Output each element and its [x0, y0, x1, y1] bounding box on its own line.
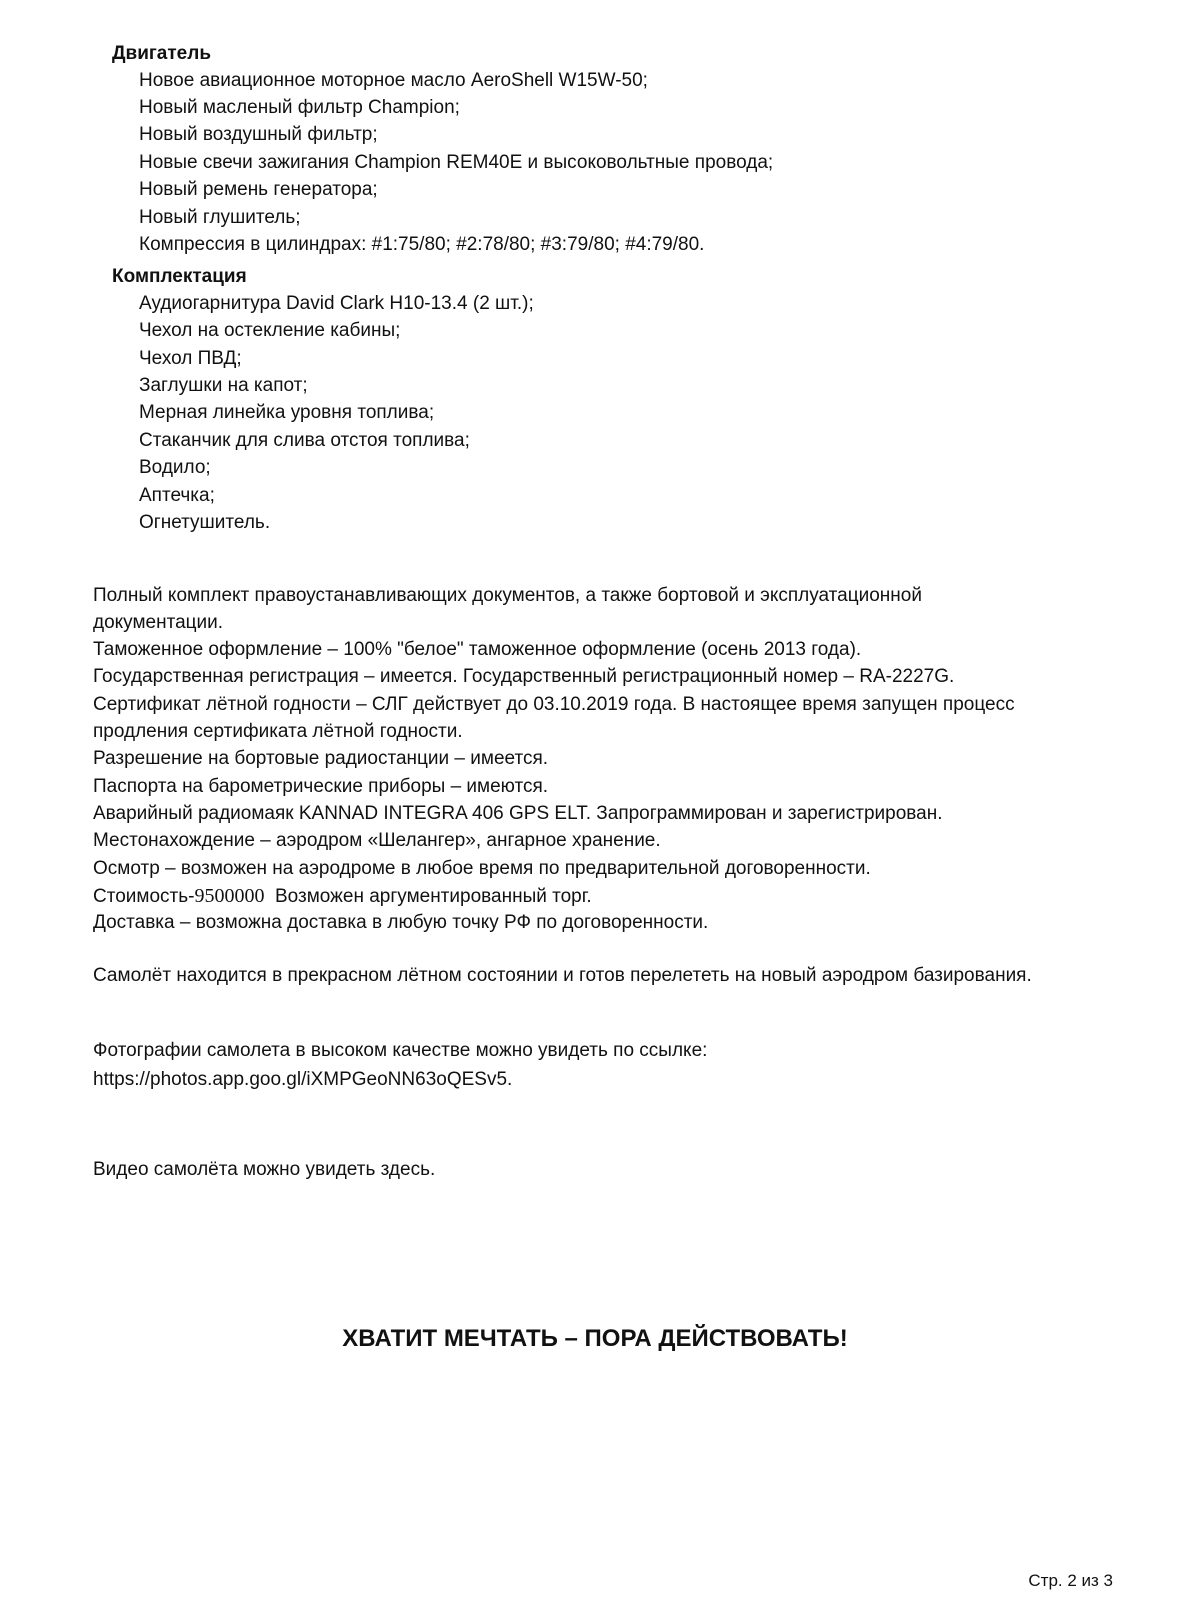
price-line	[93, 883, 592, 910]
details-line: Сертификат лётной годности – СЛГ действует до 03.10.2019 года. В настоящее время запущен процесс	[93, 694, 1015, 715]
engine-item-oil-filter: Новый масленый фильтр Champion;	[139, 97, 460, 118]
slogan: ХВАТИТ МЕЧТАТЬ – ПОРА ДЕЙСТВОВАТЬ!	[342, 1325, 848, 1352]
delivery-line: Доставка – возможна доставка в любую точку РФ по договоренности.	[93, 912, 709, 933]
photos-intro: Фотографии самолета в высоком качестве можно увидеть по ссылке:	[93, 1040, 708, 1061]
page-number: Стр. 2 из 3	[1028, 1571, 1113, 1590]
engine-item-oil: Новое авиационное моторное масло AeroShell W15W-50;	[139, 70, 648, 91]
engine-item-belt: Новый ремень генератора;	[139, 179, 378, 200]
engine-item-air-filter: Новый воздушный фильтр;	[139, 124, 378, 145]
equipment-item-cowl-plugs: Заглушки на капот;	[139, 375, 308, 396]
equipment-item-headset: Аудиогарнитура David Clark H10-13.4 (2 шт.);	[139, 293, 534, 314]
engine-item-spark-plugs: Новые свечи зажигания Champion REM40E и высоковольтные провода;	[139, 152, 774, 173]
details-line: Местонахождение – аэродром «Шелангер», ангарное хранение.	[93, 830, 661, 851]
equipment-item-towbar: Водило;	[139, 457, 211, 478]
engine-heading: Двигатель	[112, 43, 211, 64]
details-line: Разрешение на бортовые радиостанции – имеется.	[93, 748, 549, 769]
photos-link[interactable]: https://photos.app.goo.gl/iXMPGeoNN63oQESv5.	[93, 1069, 513, 1090]
details-line: Аварийный радиомаяк KANNAD INTEGRA 406 GPS ELT. Запрограммирован и зарегистрирован.	[93, 803, 943, 824]
details-line: Таможенное оформление – 100% "белое" таможенное оформление (осень 2013 года).	[93, 639, 862, 660]
equipment-item-canopy-cover: Чехол на остекление кабины;	[139, 320, 401, 341]
details-line: документации.	[93, 612, 224, 633]
details-line: Полный комплект правоустанавливающих документов, а также бортовой и эксплуатационной	[93, 585, 922, 606]
price-value: 9500000	[194, 885, 265, 907]
details-line: Государственная регистрация – имеется. Государственный регистрационный номер – RA-2227G.	[93, 666, 955, 687]
equipment-item-pitot-cover: Чехол ПВД;	[139, 348, 242, 369]
details-line: Паспорта на барометрические приборы – имеются.	[93, 776, 549, 797]
equipment-heading: Комплектация	[112, 266, 247, 287]
engine-item-compression: Компрессия в цилиндрах: #1:75/80; #2:78/80; #3:79/80; #4:79/80.	[139, 234, 705, 255]
equipment-item-first-aid: Аптечка;	[139, 485, 215, 506]
condition-line: Самолёт находится в прекрасном лётном состоянии и готов перелететь на новый аэродром базирования.	[93, 965, 1032, 986]
equipment-item-extinguisher: Огнетушитель.	[139, 512, 271, 533]
video-line: Видео самолёта можно увидеть здесь.	[93, 1159, 436, 1180]
price-label: Стоимость-	[93, 886, 195, 907]
equipment-item-fuel-sampler: Стаканчик для слива отстоя топлива;	[139, 430, 470, 451]
details-line: продления сертификата лётной годности.	[93, 721, 463, 742]
engine-item-muffler: Новый глушитель;	[139, 207, 301, 228]
equipment-item-fuel-dipstick: Мерная линейка уровня топлива;	[139, 402, 435, 423]
details-line: Осмотр – возможен на аэродроме в любое время по предварительной договоренности.	[93, 858, 871, 879]
price-note: Возможен аргументированный торг.	[264, 886, 592, 907]
